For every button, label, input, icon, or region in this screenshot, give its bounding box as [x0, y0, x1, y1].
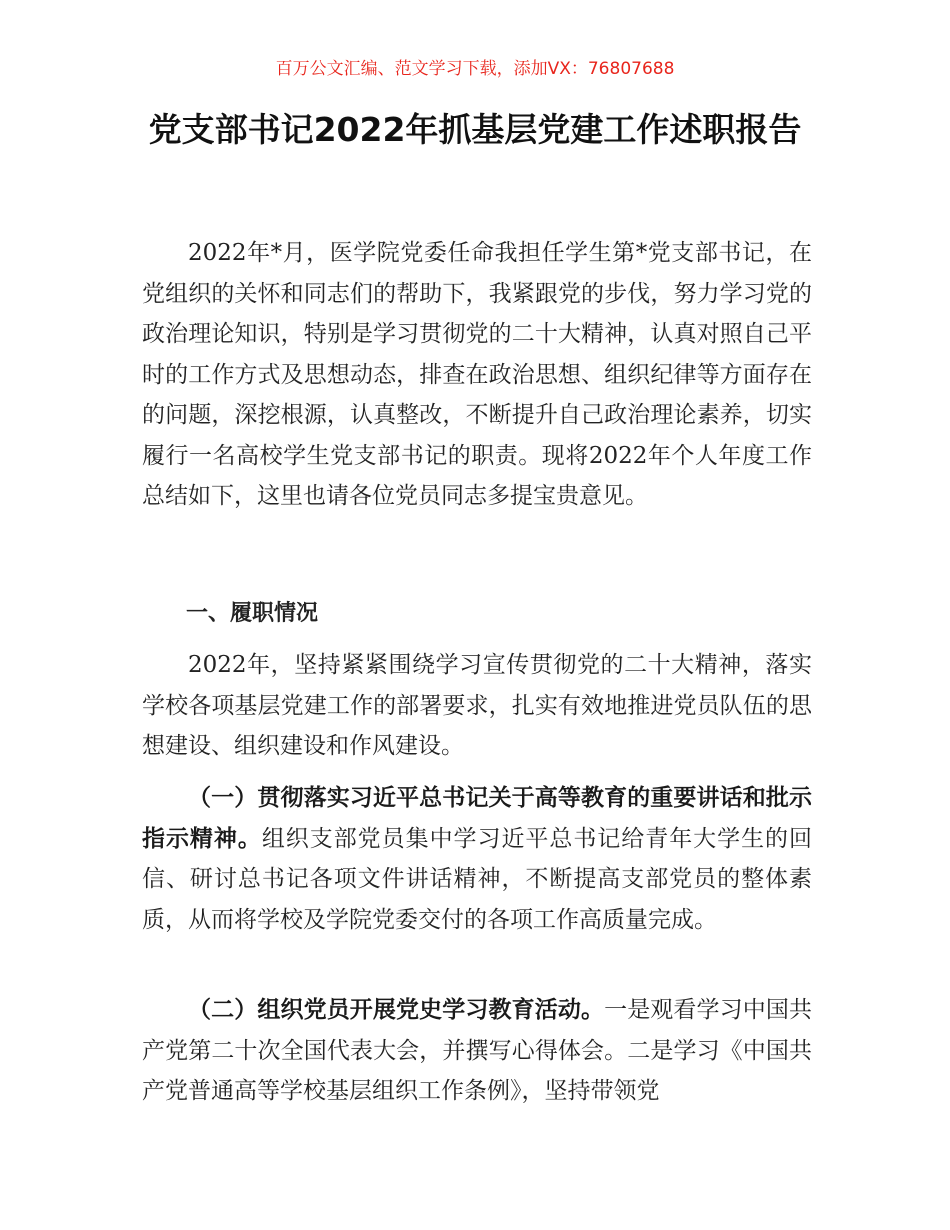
- item1-lead: （一）贯彻落实习近平总书记关于高等教育的重要讲话和批示指示精神。: [142, 785, 812, 852]
- item1-paragraph: [142, 778, 812, 940]
- section1-intro-paragraph: 2022年，坚持紧紧围绕学习宣传贯彻党的二十大精神，落实学校各项基层党建工作的部署要求，扎实有效地推进党员队伍的思想建设、组织建设和作风建设。: [142, 652, 812, 759]
- document-title: 党支部书记2022年抓基层党建工作述职报告: [148, 110, 802, 149]
- item1-text: 组织支部党员集中学习近平总书记给青年大学生的回信、研讨总书记各项文件讲话精神，不断提高支部党员的整体素质，从而将学校及学院党委交付的各项工作高质量完成。: [142, 825, 813, 933]
- item2-lead: （二）组织党员开展党史学习教育活动。: [188, 997, 605, 1023]
- intro-paragraph: 2022年*月，医学院党委任命我担任学生第*党支部书记，在党组织的关怀和同志们的帮助下，我紧跟党的步伐，努力学习党的政治理论知识，特别是学习贯彻党的二十大精神，认真对照自己平时的工作方式及思想动态，排查在政治思想、组织纪律等方面存在的问题，深挖根源，认真整改，不断提升自己政治理论素养，切实履行一名高校学生党支部书记的职责。现将2022年个人年度工作总结如下，这里也请各位党员同志多提宝贵意见。: [142, 240, 812, 509]
- item2-text: 一是观看学习中国共产党第二十次全国代表大会，并撰写心得体会。二是学习《中国共产党普通高等学校基层组织工作条例》，坚持带领党: [142, 997, 813, 1104]
- header-promo-note: 百万公文汇编、范文学习下载，添加VX：76807688: [275, 59, 675, 79]
- section-heading-performance: 一、履职情况: [186, 601, 319, 626]
- item2-paragraph: [142, 990, 812, 1112]
